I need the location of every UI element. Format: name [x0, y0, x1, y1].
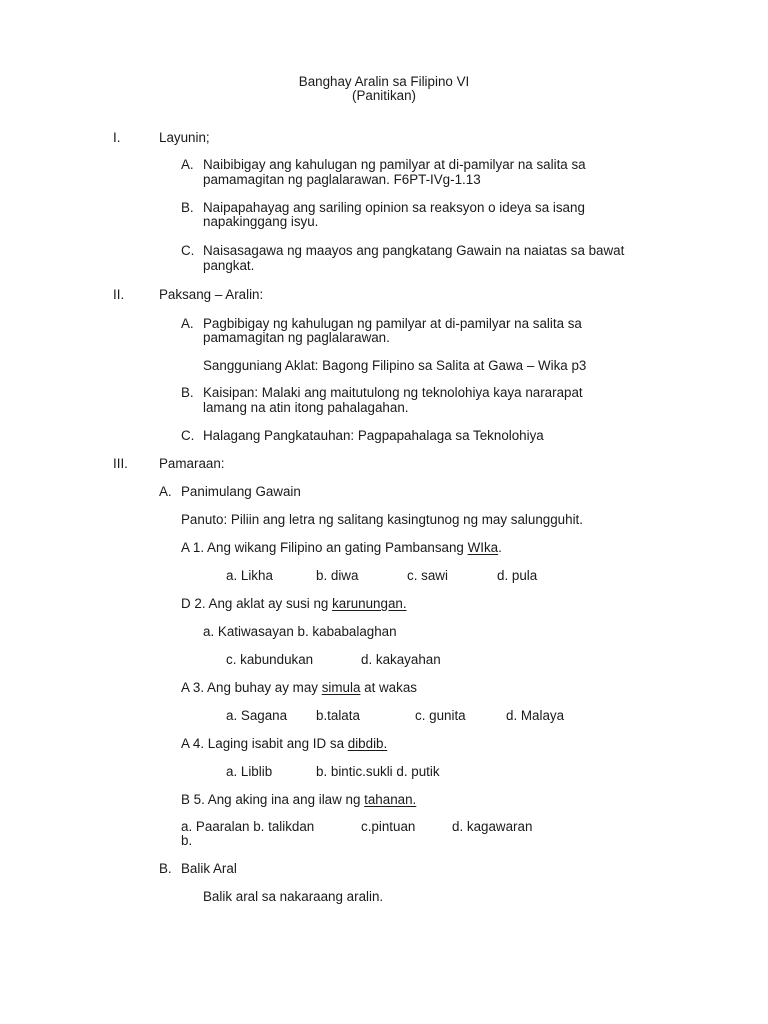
- question-5: [181, 792, 416, 807]
- choice: a. Likha: [226, 568, 273, 583]
- choice: d. pula: [497, 568, 538, 583]
- question-2: [181, 596, 407, 611]
- review-text: Balik aral sa nakaraang aralin.: [203, 889, 384, 904]
- objective-text: Naipapahayag ang sariling opinion sa reaksyon o ideya sa isang: [203, 200, 585, 215]
- topic-text: Pagbibigay ng kahulugan ng pamilyar at di-pamilyar na salita sa: [203, 316, 582, 331]
- choice: b. diwa: [316, 568, 359, 583]
- item-letter: A.: [181, 316, 194, 331]
- choice: c. kabundukan: [226, 652, 314, 667]
- reference-text: Sangguniang Aklat: Bagong Filipino sa Salita at Gawa – Wika p3: [203, 358, 587, 373]
- subsection-title: Balik Aral: [181, 861, 237, 876]
- objective-text: pangkat.: [203, 258, 255, 273]
- question-1: [181, 540, 502, 555]
- question-text: .: [498, 540, 502, 555]
- item-letter: A.: [159, 484, 172, 499]
- topic-text: lamang na atin itong pahalagahan.: [203, 400, 409, 415]
- objective-text: pamamagitan ng paglalarawan. F6PT-IVg-1.13: [203, 172, 481, 187]
- choice: a. Sagana: [226, 708, 288, 723]
- item-letter: B.: [159, 861, 172, 876]
- question-text: B 5. Ang aking ina ang ilaw ng: [181, 792, 365, 807]
- section-title: Pamaraan:: [159, 456, 225, 471]
- item-letter: B.: [181, 385, 194, 400]
- choice: b. bintic.sukli d. putik: [316, 764, 440, 779]
- item-letter: C.: [181, 428, 195, 443]
- choice: a. Liblib: [226, 764, 273, 779]
- choice: c. gunita: [415, 708, 466, 723]
- document-subtitle: (Panitikan): [351, 88, 416, 103]
- section-number: II.: [113, 287, 125, 302]
- choice: b.: [181, 833, 193, 848]
- choice: d. Malaya: [506, 708, 565, 723]
- topic-text: pamamagitan ng paglalarawan.: [203, 330, 390, 345]
- question-text: at wakas: [360, 680, 417, 695]
- underlined-word: tahanan.: [364, 792, 417, 807]
- underlined-word: karunungan.: [332, 596, 407, 611]
- question-text: A 3. Ang buhay ay may: [181, 680, 322, 695]
- topic-text: Halagang Pangkatauhan: Pagpapahalaga sa Teknolohiya: [203, 428, 544, 443]
- section-number: I.: [113, 130, 121, 145]
- objective-text: Naibibigay ang kahulugan ng pamilyar at di-pamilyar na salita sa: [203, 157, 586, 172]
- section-title: Layunin;: [159, 130, 210, 145]
- objective-text: napakinggang isyu.: [203, 214, 319, 229]
- choice: c. sawi: [407, 568, 448, 583]
- choice: d. kakayahan: [361, 652, 441, 667]
- section-number: III.: [113, 456, 128, 471]
- question-3: [181, 680, 417, 695]
- choice: a. Paaralan b. talikdan: [181, 819, 315, 834]
- item-letter: A.: [181, 157, 194, 172]
- subsection-title: Panimulang Gawain: [181, 484, 301, 499]
- underlined-word: WIka: [467, 540, 499, 555]
- question-4: [181, 736, 387, 751]
- objective-text: Naisasagawa ng maayos ang pangkatang Gawain na naiatas sa bawat: [203, 243, 625, 258]
- item-letter: C.: [181, 243, 195, 258]
- topic-text: Kaisipan: Malaki ang maitutulong ng teknolohiya kaya nararapat: [203, 385, 583, 400]
- choice: b.talata: [316, 708, 360, 723]
- choice: d. kagawaran: [452, 819, 533, 834]
- document-title: Banghay Aralin sa Filipino VI: [298, 74, 470, 89]
- question-text: A 4. Laging isabit ang ID sa: [181, 736, 348, 751]
- underlined-word: simula: [321, 680, 361, 695]
- item-letter: B.: [181, 200, 194, 215]
- choice: c.pintuan: [361, 819, 416, 834]
- choice: a. Katiwasayan b. kababalaghan: [203, 624, 397, 639]
- question-text: A 1. Ang wikang Filipino an gating Pambansang: [181, 540, 468, 555]
- question-text: D 2. Ang aklat ay susi ng: [181, 596, 333, 611]
- section-title: Paksang – Aralin:: [159, 287, 264, 302]
- instructions-text: Panuto: Piliin ang letra ng salitang kasingtunog ng may salungguhit.: [181, 512, 583, 527]
- underlined-word: dibdib.: [347, 736, 388, 751]
